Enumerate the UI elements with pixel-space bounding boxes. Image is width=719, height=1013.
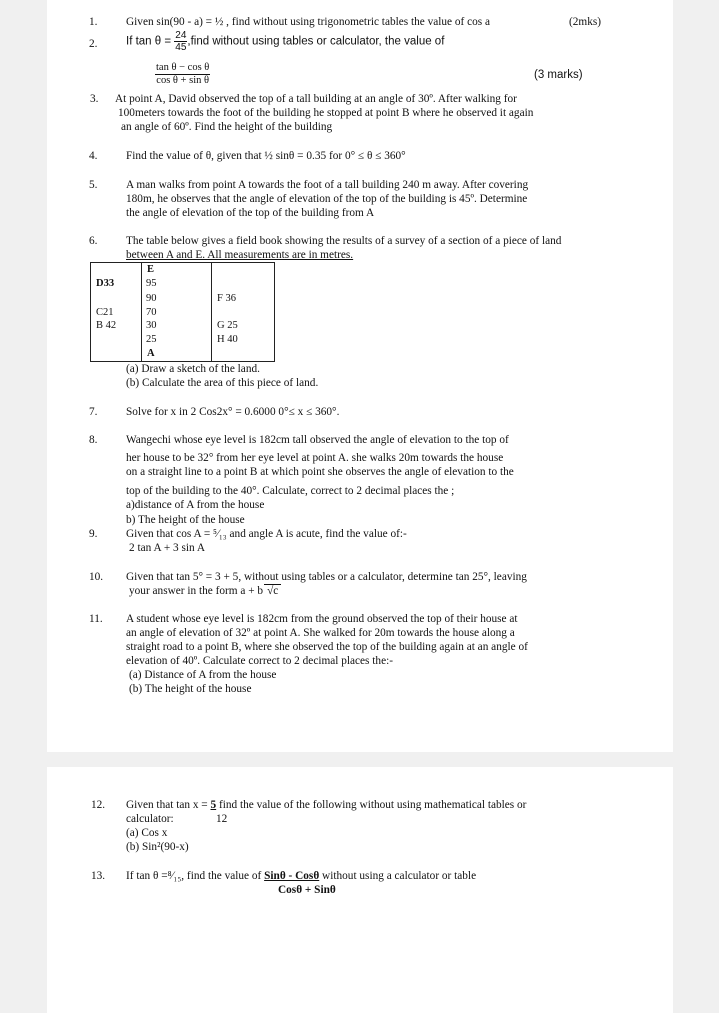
q11-line-4: elevation of 40º. Calculate correct to 2 decimal places the:-	[126, 655, 393, 667]
q5-line-1: A man walks from point A towards the foot of a tall building 240 m away. After covering	[126, 179, 529, 191]
q5-number: 5.	[89, 179, 98, 191]
q10-line-1: Given that tan 5° = 3 + 5, without using tables or a calculator, determine tan 25°, leaving	[126, 571, 527, 583]
offset-left-d: D33	[96, 278, 115, 289]
offset-right-g: G 25	[217, 320, 238, 331]
q11-number: 11.	[89, 613, 103, 625]
offset-left-c: C21	[96, 307, 114, 318]
q2-post: ,find without using tables or calculator, the value of	[187, 35, 445, 48]
q7-number: 7.	[89, 406, 98, 418]
q9-line-1: Given that cos A = ⁵⁄₁₃ and angle A is acute, find the value of:-	[126, 528, 407, 540]
q5-line-2: 180m, he observes that the angle of elevation of the top of the building is 45º. Determine	[126, 193, 528, 205]
q12-part-a: (a) Cos x	[126, 827, 168, 839]
q10-radicand: c	[273, 585, 279, 597]
q13-number: 13.	[91, 870, 106, 882]
q1-text: Given sin(90 - a) = ½ , find without using trigonometric tables the value of cos a	[126, 16, 491, 28]
chainage-90: 90	[146, 293, 157, 304]
offset-right-h: H 40	[217, 334, 238, 345]
q3-line-1: At point A, David observed the top of a tall building at an angle of 30º. After walking for	[115, 93, 517, 105]
q3-line-3: an angle of 60º. Find the height of the building	[121, 121, 333, 133]
q2-expr-bot: cos θ + sin θ	[156, 75, 210, 86]
q13-line-1	[126, 869, 476, 883]
q12-frac-num: 5	[210, 799, 217, 811]
q6-number: 6.	[89, 235, 98, 247]
q3-number: 3.	[90, 93, 99, 105]
q13-pre: If tan θ =⁸⁄₁₅, find the value of	[126, 870, 265, 882]
chainage-30: 30	[146, 320, 157, 331]
q2-marks: (3 marks)	[534, 69, 583, 81]
q12-line-1-pre: Given that tan x =	[126, 799, 211, 811]
exam-page-2	[47, 767, 673, 1013]
q8-line-5: a)distance of A from the house	[126, 499, 265, 511]
q4-number: 4.	[89, 150, 98, 162]
q13-expr-top: Sinθ - Cosθ	[264, 870, 320, 882]
q12-part-b: (b) Sin²(90-x)	[126, 841, 189, 853]
q8-number: 8.	[89, 434, 98, 446]
q12-frac-den: 12	[216, 813, 228, 825]
q6-part-a: (a) Draw a sketch of the land.	[126, 363, 260, 375]
q6-line-2: between A and E. All measurements are in metres.	[126, 249, 354, 261]
q11-part-a: (a) Distance of A from the house	[129, 669, 277, 681]
q12-line-2: calculator:	[126, 813, 174, 825]
field-book-top-station: E	[147, 264, 155, 275]
q2-pre: If tan θ =	[126, 35, 172, 48]
q5-line-3: the angle of elevation of the top of the building from A	[126, 207, 375, 219]
q2-expr-top: tan θ − cos θ	[156, 62, 210, 73]
q6-part-b: (b) Calculate the area of this piece of land.	[126, 377, 319, 389]
q3-line-2: 100meters towards the foot of the building he stopped at point B where he observed it again	[118, 107, 534, 119]
q1-marks: (2mks)	[569, 16, 602, 28]
q9-number: 9.	[89, 528, 98, 540]
q11-line-1: A student whose eye level is 182cm from the ground observed the top of their house at	[126, 613, 518, 625]
q8-line-6: b) The height of the house	[126, 514, 245, 526]
chainage-25: 25	[146, 334, 157, 345]
q6-line-1: The table below gives a field book showing the results of a survey of a section of a piece of land	[126, 235, 562, 247]
q8-line-3: on a straight line to a point B at which point she observes the angle of elevation to the	[126, 466, 514, 478]
q10-number: 10.	[89, 571, 104, 583]
q12-line-1-post: find the value of the following without using mathematical tables or	[216, 799, 527, 811]
q10-line-2	[129, 584, 281, 598]
chainage-70: 70	[146, 307, 157, 318]
q10-line-2-text: your answer in the form a + b	[129, 585, 264, 597]
q12-line-1	[126, 798, 526, 812]
offset-left-b: B 42	[96, 320, 117, 331]
offset-right-f: F 36	[217, 293, 236, 304]
q2-expression	[155, 62, 210, 87]
q7-text: Solve for x in 2 Cos2x° = 0.6000 0°≤ x ≤ 360°.	[126, 406, 340, 418]
q2-frac-bot: 45	[175, 42, 187, 53]
chainage-95: 95	[146, 278, 157, 289]
q8-line-2: her house to be 32° from her eye level at point A. she walks 20m towards the house	[126, 452, 504, 464]
q13-expr-bot: Cosθ + Sinθ	[278, 884, 336, 896]
q1-number: 1.	[89, 16, 98, 28]
q2-text	[126, 30, 444, 53]
q13-post: without using a calculator or table	[319, 870, 477, 882]
q11-part-b: (b) The height of the house	[129, 683, 252, 695]
field-book-bottom-station: A	[147, 348, 155, 359]
q4-text: Find the value of θ, given that ½ sinθ = 0.35 for 0° ≤ θ ≤ 360°	[126, 150, 406, 162]
q8-line-4: top of the building to the 40°. Calculate, correct to 2 decimal places the ;	[126, 485, 455, 497]
q9-line-2: 2 tan A + 3 sin A	[129, 542, 206, 554]
q11-line-3: straight road to a point B, where she observed the top of the building again at an angle of	[126, 641, 528, 653]
exam-page-1	[47, 0, 673, 752]
field-book-table	[90, 262, 275, 362]
q2-number: 2.	[89, 38, 98, 50]
q11-line-2: an angle of elevation of 32º at point A. She walked for 20m towards the house along a	[126, 627, 515, 639]
q12-number: 12.	[91, 799, 106, 811]
q2-frac-top: 24	[175, 30, 187, 41]
q8-line-1: Wangechi whose eye level is 182cm tall observed the angle of elevation to the top of	[126, 434, 509, 446]
q2-fraction	[174, 30, 187, 53]
q10-radical: √c	[264, 584, 281, 597]
